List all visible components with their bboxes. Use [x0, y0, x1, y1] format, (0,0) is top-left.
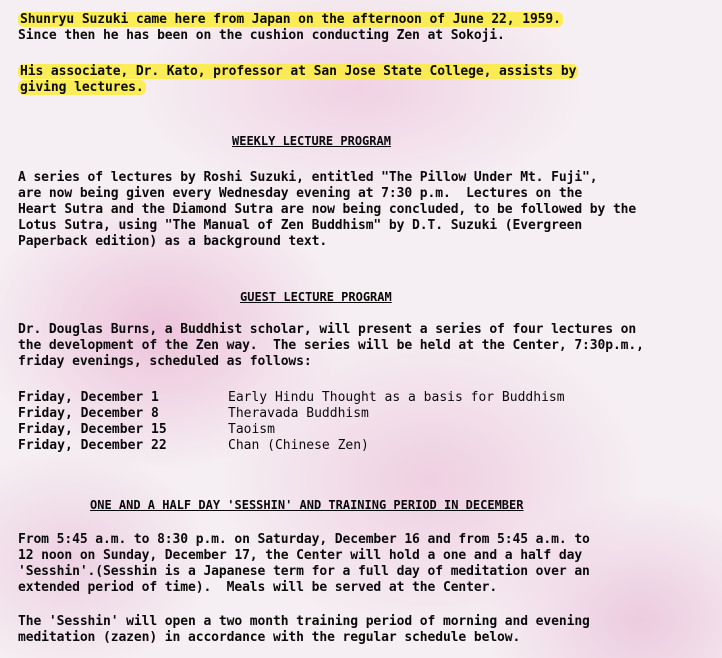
- weekly-line-2: are now being given every Wednesday evening at 7:30 p.m. Lectures on the: [18, 186, 583, 201]
- sesshin-line-4: extended period of time). Meals will be served at the Center.: [18, 580, 498, 595]
- schedule-day-1: Friday, December 1: [18, 390, 159, 405]
- weekly-line-5: Paperback edition) as a background text.: [18, 234, 328, 249]
- sesshin-line-1: From 5:45 a.m. to 8:30 p.m. on Saturday, December 16 and from 5:45 a.m. to: [18, 532, 590, 547]
- schedule-topic-4: Chan (Chinese Zen): [228, 438, 369, 453]
- weekly-line-1: A series of lectures by Roshi Suzuki, entitled "The Pillow Under Mt. Fuji",: [18, 170, 598, 185]
- intro-highlight-3: His associate, Dr. Kato, professor at San Jose State College, assists by: [20, 64, 577, 79]
- guest-line-1: Dr. Douglas Burns, a Buddhist scholar, will present a series of four lectures on: [18, 322, 637, 337]
- sesshin-line-2: 12 noon on Sunday, December 17, the Center will hold a one and a half day: [18, 548, 583, 563]
- guest-line-3: friday evenings, scheduled as follows:: [18, 354, 312, 369]
- intro-line-3: [18, 64, 578, 80]
- weekly-line-4: Lotus Sutra, using "The Manual of Zen Buddhism" by D.T. Suzuki (Evergreen: [18, 218, 583, 233]
- schedule-topic-3: Taoism: [228, 422, 275, 437]
- schedule-topic-1: Early Hindu Thought as a basis for Buddhism: [228, 390, 565, 405]
- schedule-topic-2: Theravada Buddhism: [228, 406, 369, 421]
- guest-line-2: the development of the Zen way. The series will be held at the Center, 7:30p.m.,: [18, 338, 644, 353]
- intro-line-2: Since then he has been on the cushion conducting Zen at Sokoji.: [18, 28, 505, 43]
- sesshin-line-6: meditation (zazen) in accordance with the regular schedule below.: [18, 630, 521, 645]
- schedule-day-4: Friday, December 22: [18, 438, 167, 453]
- intro-highlight-1: Shunryu Suzuki came here from Japan on the afternoon of June 22, 1959.: [20, 12, 561, 27]
- intro-line-4: [18, 80, 146, 96]
- sesshin-line-5: The 'Sesshin' will open a two month training period of morning and evening: [18, 614, 590, 629]
- schedule-day-3: Friday, December 15: [18, 422, 167, 437]
- weekly-line-3: Heart Sutra and the Diamond Sutra are now being concluded, to be followed by the: [18, 202, 637, 217]
- sesshin-heading: ONE AND A HALF DAY 'SESSHIN' AND TRAINING PERIOD IN DECEMBER: [90, 498, 524, 512]
- intro-highlight-4: giving lectures.: [20, 80, 144, 95]
- weekly-heading: WEEKLY LECTURE PROGRAM: [232, 134, 391, 148]
- sesshin-line-3: 'Sesshin'.(Sesshin is a Japanese term for a full day of meditation over an: [18, 564, 590, 579]
- guest-heading: GUEST LECTURE PROGRAM: [240, 290, 392, 304]
- schedule-day-2: Friday, December 8: [18, 406, 159, 421]
- intro-line-1: [18, 12, 563, 28]
